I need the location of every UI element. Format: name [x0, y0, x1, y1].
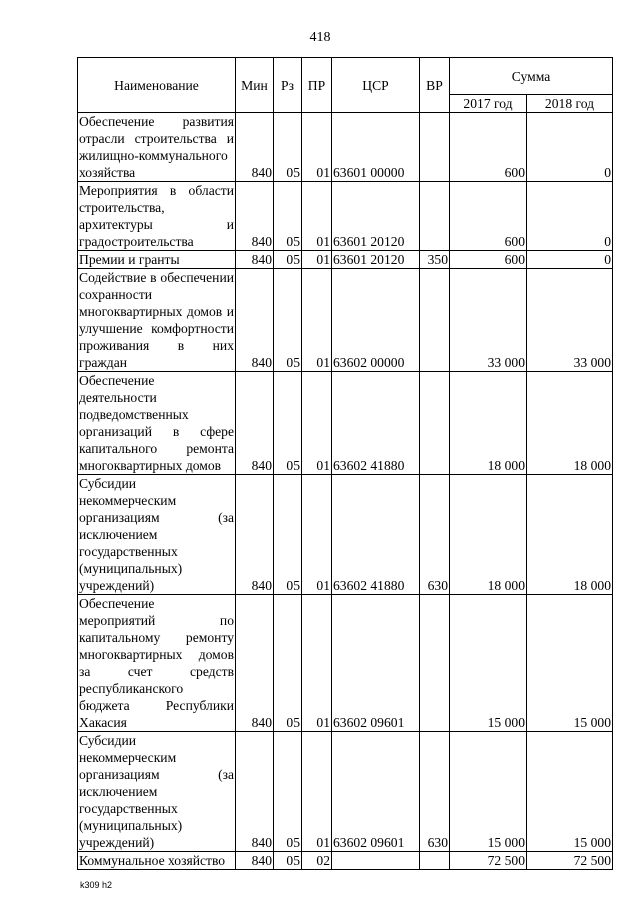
row-rz: 05 — [274, 269, 302, 372]
row-name: Субсидии некоммерческим организациям (за исключением государственных (муниципальных) учреждений) — [79, 476, 234, 593]
row-csr — [332, 852, 420, 870]
header-min: Мин — [236, 58, 274, 113]
table-row — [78, 595, 613, 732]
row-sum-2018: 33 000 — [527, 269, 613, 372]
row-name: Коммунальное хозяйство — [78, 852, 236, 870]
header-rz: Рз — [274, 58, 302, 113]
row-sum-2018: 15 000 — [527, 595, 613, 732]
header-sum: Сумма — [450, 58, 613, 95]
row-csr: 63602 41880 — [332, 372, 420, 475]
row-min: 840 — [236, 595, 274, 732]
row-sum-2017: 33 000 — [450, 269, 527, 372]
table-row — [78, 182, 613, 251]
row-min: 840 — [236, 732, 274, 852]
row-vr — [420, 269, 450, 372]
row-name: Мероприятия в области строительства, архитектуры и градостроительства — [79, 183, 234, 249]
row-sum-2018: 18 000 — [527, 475, 613, 595]
row-rz: 05 — [274, 595, 302, 732]
table-row — [78, 269, 613, 372]
row-sum-2018: 72 500 — [527, 852, 613, 870]
budget-table — [77, 57, 613, 870]
row-name: Обеспечение мероприятий по капитальному ремонту многоквартирных домов за счет средств республиканского бюджета Республики Хакасия — [79, 596, 234, 730]
row-pr: 01 — [302, 269, 332, 372]
row-sum-2018: 0 — [527, 182, 613, 251]
row-sum-2017: 18 000 — [450, 372, 527, 475]
row-min: 840 — [236, 372, 274, 475]
row-sum-2017: 600 — [450, 182, 527, 251]
row-vr: 350 — [420, 251, 450, 269]
header-csr: ЦСР — [332, 58, 420, 113]
row-sum-2017: 15 000 — [450, 732, 527, 852]
row-rz: 05 — [274, 182, 302, 251]
row-rz: 05 — [274, 113, 302, 182]
row-vr — [420, 113, 450, 182]
row-rz: 05 — [274, 251, 302, 269]
row-name: Премии и гранты — [78, 251, 236, 269]
table-row — [78, 852, 613, 870]
row-vr — [420, 595, 450, 732]
row-csr: 63602 00000 — [332, 269, 420, 372]
table-row — [78, 372, 613, 475]
row-name: Обеспечение деятельности подведомственных организаций в сфере капитального ремонта многоквартирных домов — [79, 373, 234, 473]
row-vr — [420, 372, 450, 475]
row-sum-2017: 600 — [450, 113, 527, 182]
row-pr: 01 — [302, 113, 332, 182]
row-min: 840 — [236, 251, 274, 269]
row-sum-2018: 18 000 — [527, 372, 613, 475]
row-name: Субсидии некоммерческим организациям (за исключением государственных (муниципальных) учреждений) — [79, 733, 234, 850]
row-sum-2017: 18 000 — [450, 475, 527, 595]
row-vr — [420, 852, 450, 870]
row-sum-2017: 72 500 — [450, 852, 527, 870]
row-pr: 01 — [302, 251, 332, 269]
header-vr: ВР — [420, 58, 450, 113]
row-pr: 01 — [302, 475, 332, 595]
row-name: Обеспечение развития отрасли строительства и жилищно-коммунального хозяйства — [79, 114, 234, 180]
row-pr: 01 — [302, 372, 332, 475]
row-rz: 05 — [274, 732, 302, 852]
row-vr — [420, 182, 450, 251]
table-row — [78, 113, 613, 182]
row-rz: 05 — [274, 475, 302, 595]
footer-code: k309 h2 — [80, 880, 113, 890]
row-name: Содействие в обеспечении сохранности многоквартирных домов и улучшение комфортности проживания в них граждан — [79, 270, 234, 370]
row-csr: 63601 00000 — [332, 113, 420, 182]
row-vr: 630 — [420, 732, 450, 852]
header-year-2018: 2018 год — [527, 95, 613, 113]
row-csr: 63602 09601 — [332, 595, 420, 732]
header-pr: ПР — [302, 58, 332, 113]
row-csr: 63601 20120 — [332, 251, 420, 269]
row-rz: 05 — [274, 852, 302, 870]
row-min: 840 — [236, 852, 274, 870]
row-sum-2018: 15 000 — [527, 732, 613, 852]
page-number: 418 — [309, 30, 331, 45]
table-row — [78, 251, 613, 269]
header-name: Наименование — [78, 58, 236, 113]
row-csr: 63601 20120 — [332, 182, 420, 251]
row-sum-2018: 0 — [527, 251, 613, 269]
row-min: 840 — [236, 113, 274, 182]
row-sum-2017: 600 — [450, 251, 527, 269]
table-row — [78, 475, 613, 595]
row-csr: 63602 41880 — [332, 475, 420, 595]
header-year-2017: 2017 год — [450, 95, 527, 113]
row-sum-2017: 15 000 — [450, 595, 527, 732]
row-min: 840 — [236, 269, 274, 372]
row-pr: 01 — [302, 595, 332, 732]
row-rz: 05 — [274, 372, 302, 475]
row-pr: 01 — [302, 732, 332, 852]
row-vr: 630 — [420, 475, 450, 595]
row-min: 840 — [236, 182, 274, 251]
row-pr: 01 — [302, 182, 332, 251]
row-pr: 02 — [302, 852, 332, 870]
row-csr: 63602 09601 — [332, 732, 420, 852]
table-row — [78, 732, 613, 852]
row-sum-2018: 0 — [527, 113, 613, 182]
row-min: 840 — [236, 475, 274, 595]
